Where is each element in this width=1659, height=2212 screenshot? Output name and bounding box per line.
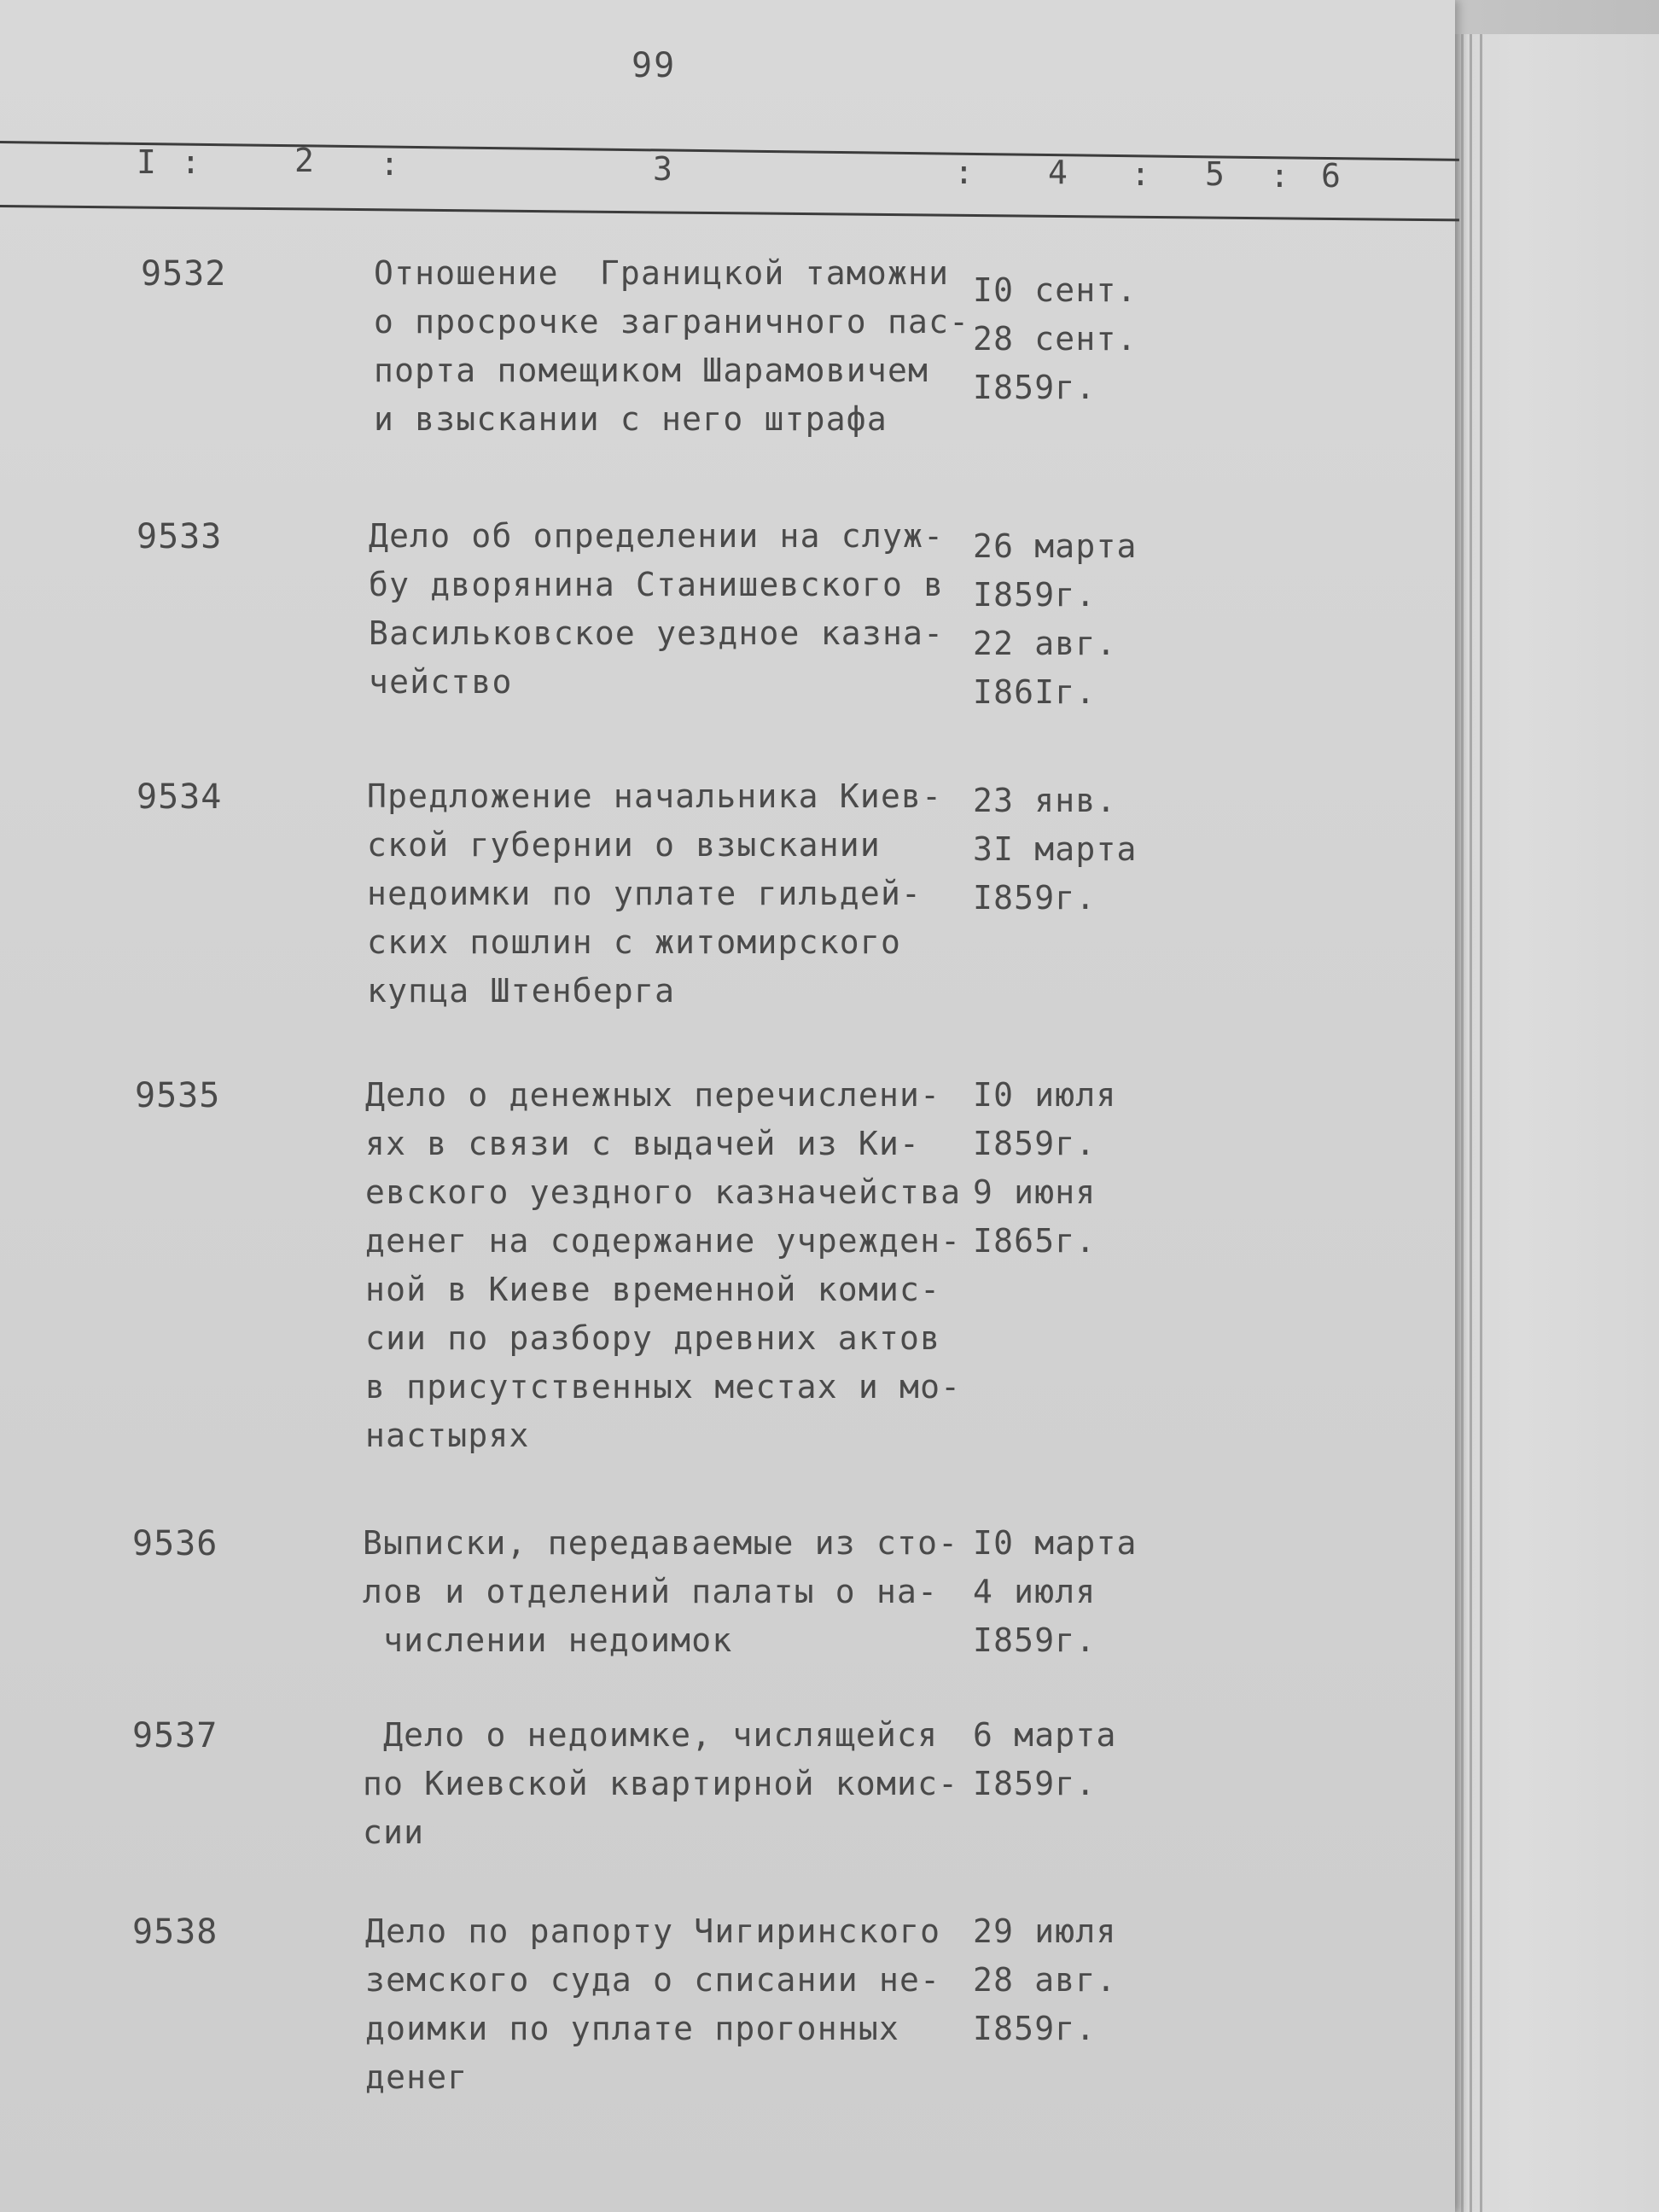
date-line: I0 сент. <box>973 271 1138 309</box>
header-separator: : <box>1270 157 1289 195</box>
title-line: числении недоимок <box>363 1621 733 1659</box>
entry-dates <box>973 1519 1195 1665</box>
title-line: Дело об определении на служ- <box>369 517 945 555</box>
date-line: I859г. <box>973 879 1097 917</box>
title-line: Васильковское уездное казна- <box>369 614 945 652</box>
header-separator: : <box>181 143 201 181</box>
title-line: купца Штенберга <box>367 972 676 1010</box>
entry-title <box>369 512 966 707</box>
title-line: сии по разбору древних актов <box>365 1319 941 1357</box>
date-line: I859г. <box>973 576 1097 614</box>
entry-title <box>374 249 971 444</box>
title-line: настырях <box>365 1417 530 1454</box>
page-edge-line <box>1470 34 1472 2212</box>
title-line: ях в связи с выдачей из Ки- <box>365 1125 921 1162</box>
stacked-page-edges <box>1455 34 1659 2212</box>
entry-number: 9533 <box>137 517 223 556</box>
date-line: 28 сент. <box>973 320 1138 358</box>
header-col-4: 4 <box>1048 154 1068 191</box>
date-line: 3I марта <box>973 830 1138 868</box>
date-line: 23 янв. <box>973 782 1117 819</box>
title-line: и взыскании с него штрафа <box>374 400 888 438</box>
date-line: I865г. <box>973 1222 1097 1260</box>
title-line: земского суда о списании не- <box>365 1961 941 1999</box>
title-line: Отношение Границкой таможни <box>374 254 950 292</box>
title-line: доимки по уплате прогонных <box>365 2010 900 2047</box>
title-line: ских пошлин с житомирского <box>367 923 902 961</box>
page-edge-line <box>1480 34 1482 2212</box>
entry-title <box>365 1071 963 1460</box>
entry-dates <box>973 1907 1195 2053</box>
entry-number: 9536 <box>132 1524 218 1563</box>
entry-dates <box>973 266 1195 412</box>
title-line: бу дворянина Станишевского в <box>369 566 945 603</box>
entry-dates <box>973 1711 1195 1808</box>
header-separator: : <box>1131 155 1150 193</box>
page-number: 99 <box>632 46 677 85</box>
title-line: Дело о денежных перечислени- <box>365 1076 941 1114</box>
title-line: в присутственных местах и мо- <box>365 1368 962 1406</box>
date-line: 29 июля <box>973 1912 1117 1950</box>
page-edge-line <box>1461 34 1464 2212</box>
title-line: денег <box>365 2058 469 2096</box>
title-line: ной в Киеве временной комис- <box>365 1271 941 1308</box>
entry-title <box>363 1519 960 1665</box>
date-line: I859г. <box>973 1125 1097 1162</box>
date-line: I0 июля <box>973 1076 1117 1114</box>
header-col-1: I <box>137 143 156 181</box>
date-line: I859г. <box>973 2010 1097 2047</box>
date-line: I859г. <box>973 369 1097 406</box>
title-line: порта помещиком Шарамовичем <box>374 352 929 389</box>
date-line: 4 июля <box>973 1573 1097 1610</box>
title-line: чейство <box>369 663 513 701</box>
title-line: Выписки, передаваемые из сто- <box>363 1524 959 1562</box>
title-line: сии <box>363 1813 425 1851</box>
entry-number: 9537 <box>132 1716 218 1755</box>
entry-number: 9538 <box>132 1912 218 1952</box>
title-line: о просрочке заграничного пас- <box>374 303 970 341</box>
entry-number: 9534 <box>137 777 223 817</box>
date-line: 28 авг. <box>973 1961 1117 1999</box>
date-line: 22 авг. <box>973 625 1117 662</box>
header-rule-bottom <box>0 205 1459 221</box>
date-line: 6 марта <box>973 1716 1117 1754</box>
entry-title <box>363 1711 960 1857</box>
header-separator: : <box>954 154 974 191</box>
date-line: 26 марта <box>973 527 1138 565</box>
entry-number: 9535 <box>135 1076 221 1115</box>
header-col-6: 6 <box>1321 157 1341 195</box>
title-line: ской губернии о взыскании <box>367 826 881 864</box>
entry-dates <box>973 1071 1195 1266</box>
header-separator: : <box>380 145 399 183</box>
title-line: денег на содержание учрежден- <box>365 1222 962 1260</box>
entry-title <box>367 772 964 1016</box>
date-line: I859г. <box>973 1765 1097 1802</box>
title-line: Предложение начальника Киев- <box>367 777 943 815</box>
date-line: I86Iг. <box>973 673 1097 711</box>
title-line: недоимки по уплате гильдей- <box>367 875 923 912</box>
entry-title <box>365 1907 963 2102</box>
title-line: лов и отделений палаты о на- <box>363 1573 939 1610</box>
title-line: евского уездного казначейства <box>365 1173 962 1211</box>
title-line: Дело по рапорту Чигиринского <box>365 1912 941 1950</box>
entry-dates <box>973 777 1195 923</box>
header-col-2: 2 <box>294 142 314 179</box>
title-line: Дело о недоимке, числящейся <box>363 1716 939 1754</box>
table-header <box>0 142 1455 201</box>
header-col-5: 5 <box>1205 155 1225 193</box>
entry-number: 9532 <box>141 254 227 294</box>
date-line: 9 июня <box>973 1173 1097 1211</box>
entry-dates <box>973 522 1195 717</box>
date-line: I859г. <box>973 1621 1097 1659</box>
header-col-3: 3 <box>653 150 672 188</box>
date-line: I0 марта <box>973 1524 1138 1562</box>
title-line: по Киевской квартирной комис- <box>363 1765 959 1802</box>
